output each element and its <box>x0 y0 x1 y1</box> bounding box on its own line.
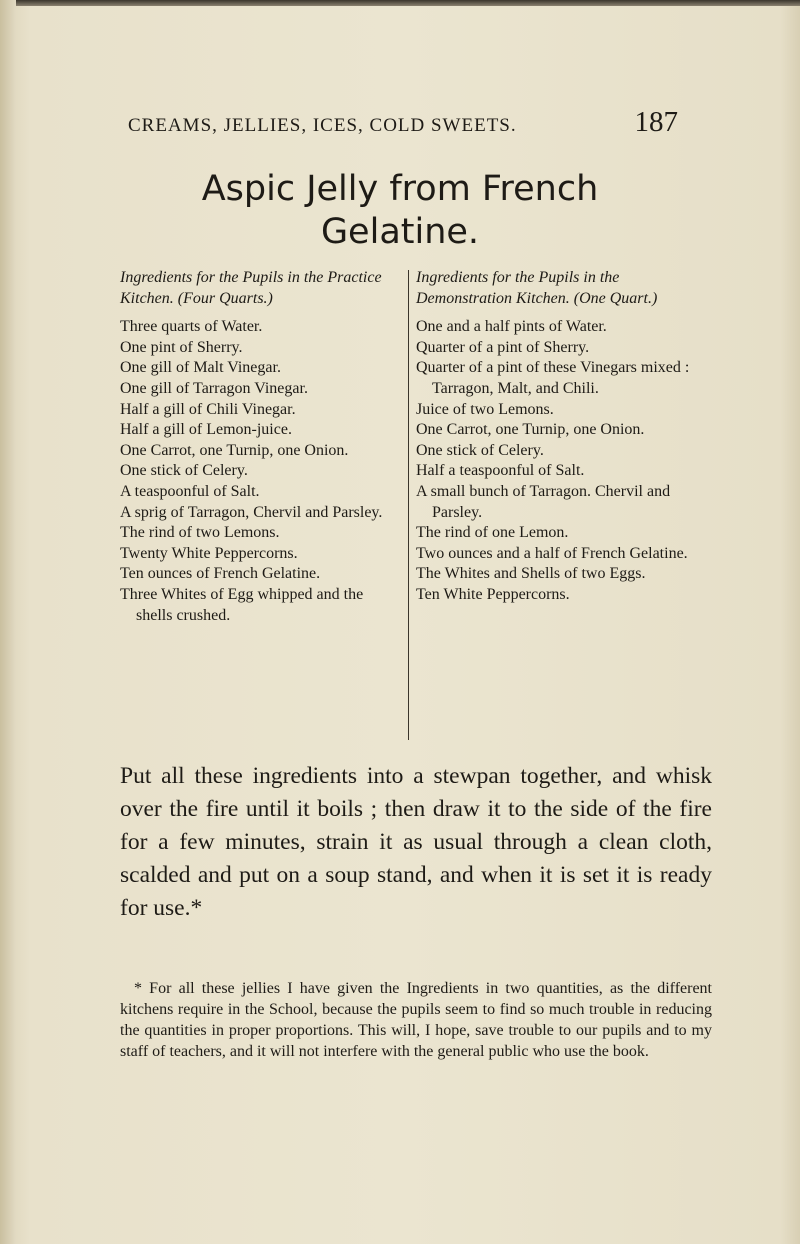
ingredient-item: Juice of two Lemons. <box>416 400 554 418</box>
ingredient-item: Two ounces and a half of French Gelatine. <box>416 544 688 562</box>
recipe-title-line: Aspic Jelly from French <box>201 169 599 209</box>
ingredient-item: A teaspoonful of Salt. <box>120 482 260 500</box>
ingredient-item: One gill of Tarragon Vinegar. <box>120 379 308 397</box>
page-top-edge <box>0 0 800 6</box>
left-ingredient-column <box>120 268 402 626</box>
right-ingredient-column <box>416 268 706 606</box>
right-column-heading: Ingredients for the Pupils in the Demonstration Kitchen. (One Quart.) <box>416 269 658 307</box>
ingredient-item: One stick of Celery. <box>416 441 544 459</box>
ingredient-item: Ten ounces of French Gelatine. <box>120 565 321 583</box>
ingredient-item: One gill of Malt Vinegar. <box>120 359 281 377</box>
ingredient-item: Three Whites of Egg whipped and the shells crushed. <box>120 585 364 624</box>
left-column-heading: Ingredients for the Pupils in the Practice Kitchen. (Four Quarts.) <box>120 269 382 307</box>
ingredient-item: The rind of one Lemon. <box>416 524 569 542</box>
ingredient-item: Half a gill of Chili Vinegar. <box>120 400 296 418</box>
ingredient-item: The Whites and Shells of two Eggs. <box>416 565 646 583</box>
recipe-title <box>60 168 740 254</box>
running-head <box>128 106 678 140</box>
ingredient-item: One and a half pints of Water. <box>416 318 607 336</box>
column-divider <box>408 270 409 740</box>
ingredient-item: Three quarts of Water. <box>120 318 263 336</box>
ingredient-item: Quarter of a pint of Sherry. <box>416 338 590 356</box>
page-number: 187 <box>634 106 678 138</box>
ingredient-item: Half a teaspoonful of Salt. <box>416 462 585 480</box>
ingredient-item: One stick of Celery. <box>120 462 248 480</box>
footnote: * For all these jellies I have given the Ingredients in two quantities, as the different kitchens require in the School, because the pupils seem to find so much trouble in reducing the quantities in proper proportions. This will, I hope, save trouble to our pupils and to my staff of teachers, and it will not interfere with the general public who use the book. <box>120 980 712 1060</box>
recipe-title-line: Gelatine. <box>320 212 480 252</box>
ingredient-item: One pint of Sherry. <box>120 338 243 356</box>
ingredient-item: One Carrot, one Turnip, one Onion. <box>120 441 349 459</box>
ingredient-item: Quarter of a pint of these Vinegars mixed : Tarragon, Malt, and Chili. <box>416 359 690 397</box>
ingredient-item: A small bunch of Tarragon. Chervil and Parsley. <box>416 482 671 521</box>
ingredient-item: Half a gill of Lemon-juice. <box>120 421 292 439</box>
running-head-title: CREAMS, JELLIES, ICES, COLD SWEETS. <box>128 115 517 136</box>
ingredient-item: Ten White Peppercorns. <box>416 585 570 603</box>
ingredient-item: A sprig of Tarragon, Chervil and Parsley. <box>120 503 383 521</box>
ingredient-item: Twenty White Peppercorns. <box>120 544 298 562</box>
ingredient-item: One Carrot, one Turnip, one Onion. <box>416 421 645 439</box>
instructions-paragraph: Put all these ingredients into a stewpan together, and whisk over the fire until it boils ; then draw it to the side of the fire for a few minutes, strain it as usual through a clean cloth, scalded and put on a soup stand, and when it is set it is ready for use.* <box>120 763 712 921</box>
page-binding-edge <box>0 0 16 1244</box>
ingredient-item: The rind of two Lemons. <box>120 524 280 542</box>
